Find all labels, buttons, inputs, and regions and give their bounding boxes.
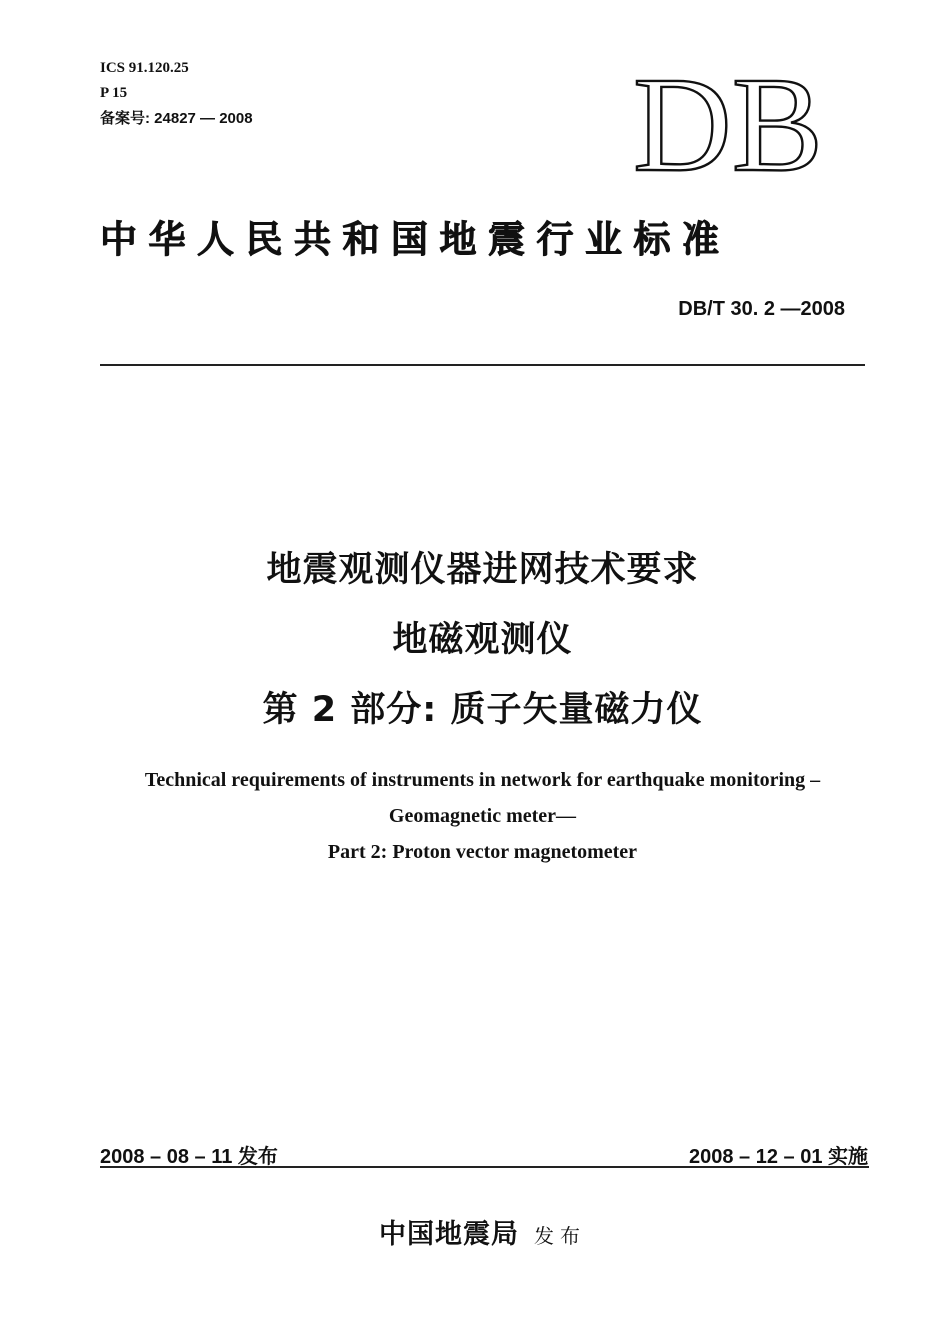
classification-code: P 15: [100, 85, 128, 101]
standard-body-title: 中华人民共和国地震行业标准: [100, 218, 731, 261]
chinese-title-line-1: 地震观测仪器进网技术要求: [266, 550, 699, 590]
record-number: 备案号: 24827 — 2008: [100, 110, 253, 127]
chinese-title-line-3: 第 2 部分: 质子矢量磁力仪: [262, 690, 703, 730]
db-logo-outline: DB: [633, 58, 823, 188]
standard-number: DB/T 30. 2 —2008: [678, 298, 845, 320]
issue-date: 2008 – 08 – 11 发布: [100, 1146, 278, 1168]
document-metadata: [100, 56, 253, 131]
ics-code: ICS 91.120.25: [100, 60, 189, 76]
english-title-line-2: Geomagnetic meter—: [388, 805, 577, 827]
publisher: [100, 1212, 865, 1251]
implementation-date: 2008 – 12 – 01 实施: [688, 1146, 868, 1168]
english-title-line-1: Technical requirements of instruments in network for earthquake monitoring –: [144, 769, 821, 791]
header-divider: [100, 364, 865, 366]
english-title-line-3: Part 2: Proton vector magnetometer: [327, 841, 638, 863]
chinese-title-line-2: 地磁观测仪: [392, 620, 573, 660]
db-logo: [628, 58, 828, 188]
footer-divider: [100, 1166, 869, 1168]
publisher-name: 中国地震局: [378, 1219, 519, 1250]
publisher-label: 发布: [534, 1224, 587, 1248]
